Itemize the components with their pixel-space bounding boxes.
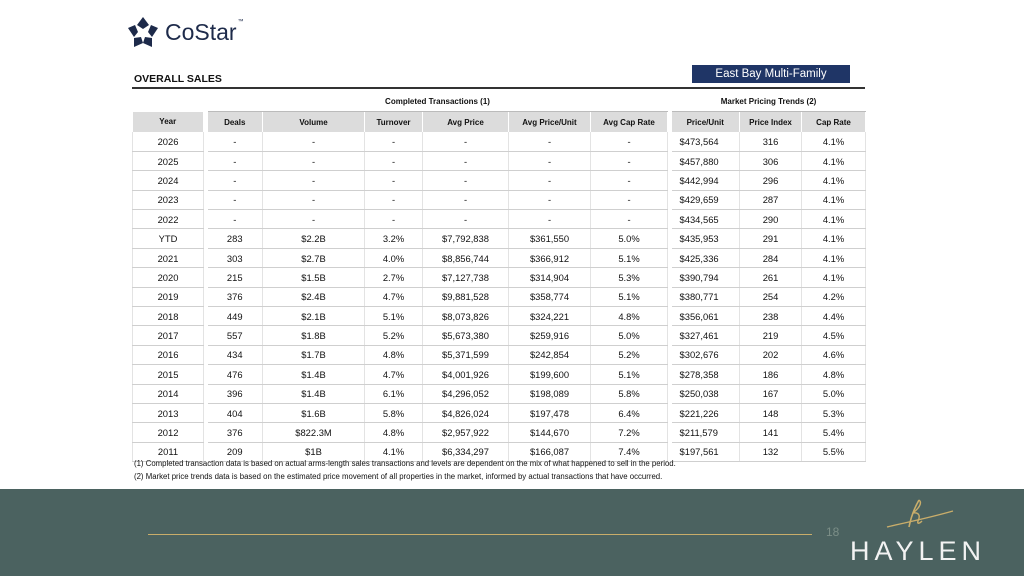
footnote: (2) Market price trends data is based on the estimated price movement of all properties in the market, informed by actual transactions that have occurred. bbox=[134, 471, 663, 481]
table-cell: $6,334,297 bbox=[423, 442, 509, 461]
table-row bbox=[133, 403, 866, 422]
table-cell: 5.4% bbox=[802, 423, 866, 442]
brand-name: HAYLEN bbox=[850, 536, 987, 566]
table-row bbox=[133, 307, 866, 326]
table-cell: - bbox=[208, 190, 263, 209]
table-cell: 5.0% bbox=[802, 384, 866, 403]
section-title: OVERALL SALES bbox=[134, 73, 222, 85]
table-cell: - bbox=[591, 132, 668, 151]
table-cell: $4,296,052 bbox=[423, 384, 509, 403]
table-cell: 5.5% bbox=[802, 442, 866, 461]
table-row bbox=[133, 365, 866, 384]
column-header: Avg Price bbox=[423, 112, 509, 133]
table-cell: 4.1% bbox=[802, 268, 866, 287]
column-header: Avg Cap Rate bbox=[591, 112, 668, 133]
table-cell: 303 bbox=[208, 248, 263, 267]
table-cell: $2.2B bbox=[263, 229, 365, 248]
table-cell: 7.2% bbox=[591, 423, 668, 442]
table-cell: - bbox=[509, 190, 591, 209]
table-cell: $221,226 bbox=[672, 403, 740, 422]
footnote: (1) Completed transaction data is based on actual arms-length sales transactions and levels are dependent on the mix of what happened to sell in the period. bbox=[134, 459, 676, 468]
table-row bbox=[133, 210, 866, 229]
column-header: Cap Rate bbox=[802, 112, 866, 133]
table-cell: 376 bbox=[208, 423, 263, 442]
table-cell: $457,880 bbox=[672, 151, 740, 170]
table-cell: $429,659 bbox=[672, 190, 740, 209]
table-cell: $5,371,599 bbox=[423, 345, 509, 364]
table-cell: 2012 bbox=[133, 423, 204, 442]
table-row bbox=[133, 326, 866, 345]
table-cell: 7.4% bbox=[591, 442, 668, 461]
table-cell: $1.8B bbox=[263, 326, 365, 345]
table-cell: 5.8% bbox=[591, 384, 668, 403]
table-cell: - bbox=[423, 190, 509, 209]
table-cell: 4.1% bbox=[802, 171, 866, 190]
table-cell: 4.0% bbox=[365, 248, 423, 267]
table-cell: 148 bbox=[740, 403, 802, 422]
table-cell: 2015 bbox=[133, 365, 204, 384]
table-cell: 2020 bbox=[133, 268, 204, 287]
table-cell: $1.5B bbox=[263, 268, 365, 287]
group-header-row bbox=[133, 92, 866, 112]
logo-wordmark: CoStar bbox=[165, 18, 237, 45]
table-row bbox=[133, 248, 866, 267]
table-cell: 167 bbox=[740, 384, 802, 403]
footer-divider bbox=[148, 534, 812, 535]
table-cell: 2022 bbox=[133, 210, 204, 229]
group-header-market: Market Pricing Trends (2) bbox=[672, 92, 866, 112]
table-cell: 4.5% bbox=[802, 326, 866, 345]
table-row bbox=[133, 345, 866, 364]
table-cell: $1.4B bbox=[263, 384, 365, 403]
table-cell: $211,579 bbox=[672, 423, 740, 442]
table-cell: - bbox=[423, 210, 509, 229]
sales-table-body bbox=[133, 132, 866, 462]
table-cell: $327,461 bbox=[672, 326, 740, 345]
table-cell: $2,957,922 bbox=[423, 423, 509, 442]
table-cell: 4.1% bbox=[802, 190, 866, 209]
table-cell: 2016 bbox=[133, 345, 204, 364]
table-cell: 141 bbox=[740, 423, 802, 442]
table-cell: - bbox=[365, 210, 423, 229]
table-cell: - bbox=[591, 190, 668, 209]
table-row bbox=[133, 384, 866, 403]
table-cell: 2023 bbox=[133, 190, 204, 209]
table-cell: 376 bbox=[208, 287, 263, 306]
table-cell: 4.8% bbox=[802, 365, 866, 384]
footer-band bbox=[0, 489, 1024, 576]
table-cell: 4.7% bbox=[365, 365, 423, 384]
table-cell: 219 bbox=[740, 326, 802, 345]
table-cell: 2017 bbox=[133, 326, 204, 345]
table-cell: 5.1% bbox=[365, 307, 423, 326]
table-cell: 215 bbox=[208, 268, 263, 287]
table-cell: 3.2% bbox=[365, 229, 423, 248]
table-cell: 2024 bbox=[133, 171, 204, 190]
table-cell: $366,912 bbox=[509, 248, 591, 267]
table-cell: $197,478 bbox=[509, 403, 591, 422]
table-cell: 4.8% bbox=[365, 423, 423, 442]
table-cell: $8,856,744 bbox=[423, 248, 509, 267]
table-cell: 4.2% bbox=[802, 287, 866, 306]
table-cell: - bbox=[509, 210, 591, 229]
logo-trademark: ™ bbox=[237, 19, 244, 25]
table-cell: $4,826,024 bbox=[423, 403, 509, 422]
table-cell: 5.2% bbox=[591, 345, 668, 364]
table-cell: $278,358 bbox=[672, 365, 740, 384]
table-cell: 6.1% bbox=[365, 384, 423, 403]
table-cell: - bbox=[509, 171, 591, 190]
table-cell: - bbox=[263, 171, 365, 190]
table-cell: $1.4B bbox=[263, 365, 365, 384]
table-cell: $358,774 bbox=[509, 287, 591, 306]
table-cell: 4.1% bbox=[365, 442, 423, 461]
table-cell: 4.1% bbox=[802, 229, 866, 248]
table-cell: $198,089 bbox=[509, 384, 591, 403]
table-cell: 2018 bbox=[133, 307, 204, 326]
table-cell: $242,854 bbox=[509, 345, 591, 364]
table-cell: 5.3% bbox=[591, 268, 668, 287]
table-cell: $7,127,738 bbox=[423, 268, 509, 287]
table-cell: 4.1% bbox=[802, 132, 866, 151]
table-cell: 287 bbox=[740, 190, 802, 209]
table-cell: $2.4B bbox=[263, 287, 365, 306]
table-cell: 291 bbox=[740, 229, 802, 248]
table-cell: $1.7B bbox=[263, 345, 365, 364]
table-cell: $1B bbox=[263, 442, 365, 461]
footnotes bbox=[134, 458, 676, 483]
table-cell: 2019 bbox=[133, 287, 204, 306]
table-cell: 283 bbox=[208, 229, 263, 248]
table-cell: 5.1% bbox=[591, 248, 668, 267]
table-cell: 2026 bbox=[133, 132, 204, 151]
table-cell: - bbox=[591, 210, 668, 229]
table-cell: - bbox=[365, 171, 423, 190]
table-cell: - bbox=[423, 151, 509, 170]
table-cell: - bbox=[263, 190, 365, 209]
table-cell: - bbox=[208, 132, 263, 151]
column-header: Turnover bbox=[365, 112, 423, 133]
table-cell: 5.2% bbox=[365, 326, 423, 345]
haylen-monogram-icon bbox=[885, 497, 955, 533]
table-cell: - bbox=[263, 210, 365, 229]
table-cell: 284 bbox=[740, 248, 802, 267]
table-cell: $380,771 bbox=[672, 287, 740, 306]
table-cell: $2.1B bbox=[263, 307, 365, 326]
table-cell: - bbox=[263, 151, 365, 170]
costar-star-icon bbox=[127, 16, 159, 48]
table-cell: 396 bbox=[208, 384, 263, 403]
table-cell: 4.8% bbox=[591, 307, 668, 326]
table-cell: 132 bbox=[740, 442, 802, 461]
table-cell: $9,881,528 bbox=[423, 287, 509, 306]
table-cell: 5.1% bbox=[591, 365, 668, 384]
table-cell: - bbox=[591, 171, 668, 190]
table-cell: $314,904 bbox=[509, 268, 591, 287]
table-cell: 5.0% bbox=[591, 326, 668, 345]
table-cell: 296 bbox=[740, 171, 802, 190]
table-cell: $7,792,838 bbox=[423, 229, 509, 248]
market-badge: East Bay Multi-Family bbox=[692, 65, 850, 83]
table-row bbox=[133, 287, 866, 306]
column-header: Avg Price/Unit bbox=[509, 112, 591, 133]
table-cell: $250,038 bbox=[672, 384, 740, 403]
table-cell: - bbox=[365, 190, 423, 209]
table-cell: - bbox=[591, 151, 668, 170]
table-cell: 202 bbox=[740, 345, 802, 364]
table-cell: 2011 bbox=[133, 442, 204, 461]
table-cell: $425,336 bbox=[672, 248, 740, 267]
table-cell: 306 bbox=[740, 151, 802, 170]
table-cell: - bbox=[263, 132, 365, 151]
table-cell: $166,087 bbox=[509, 442, 591, 461]
table-cell: 4.1% bbox=[802, 151, 866, 170]
table-cell: 6.4% bbox=[591, 403, 668, 422]
table-cell: - bbox=[423, 132, 509, 151]
table-cell: 557 bbox=[208, 326, 263, 345]
table-row bbox=[133, 268, 866, 287]
table-cell: $197,561 bbox=[672, 442, 740, 461]
table-cell: 2014 bbox=[133, 384, 204, 403]
table-cell: $5,673,380 bbox=[423, 326, 509, 345]
table-cell: 5.1% bbox=[591, 287, 668, 306]
table-cell: $324,221 bbox=[509, 307, 591, 326]
table-cell: 186 bbox=[740, 365, 802, 384]
table-cell: $2.7B bbox=[263, 248, 365, 267]
table-cell: 4.4% bbox=[802, 307, 866, 326]
table-cell: 404 bbox=[208, 403, 263, 422]
table-cell: - bbox=[208, 151, 263, 170]
table-cell: 449 bbox=[208, 307, 263, 326]
table-cell: 4.6% bbox=[802, 345, 866, 364]
table-row bbox=[133, 151, 866, 170]
table-cell: $822.3M bbox=[263, 423, 365, 442]
table-cell: 4.1% bbox=[802, 210, 866, 229]
column-header: Price/Unit bbox=[672, 112, 740, 133]
table-cell: 2025 bbox=[133, 151, 204, 170]
column-header: Volume bbox=[263, 112, 365, 133]
table-row bbox=[133, 190, 866, 209]
table-cell: 2013 bbox=[133, 403, 204, 422]
table-cell: 254 bbox=[740, 287, 802, 306]
table-cell: 238 bbox=[740, 307, 802, 326]
sales-table bbox=[132, 92, 866, 462]
table-cell: $361,550 bbox=[509, 229, 591, 248]
table-cell: 5.3% bbox=[802, 403, 866, 422]
table-cell: $8,073,826 bbox=[423, 307, 509, 326]
table-cell: 2021 bbox=[133, 248, 204, 267]
table-cell: $473,564 bbox=[672, 132, 740, 151]
table-cell: 2.7% bbox=[365, 268, 423, 287]
table-cell: $442,994 bbox=[672, 171, 740, 190]
table-cell: 5.8% bbox=[365, 403, 423, 422]
table-cell: - bbox=[208, 171, 263, 190]
table-row bbox=[133, 132, 866, 151]
table-cell: $390,794 bbox=[672, 268, 740, 287]
table-cell: $435,953 bbox=[672, 229, 740, 248]
table-cell: 476 bbox=[208, 365, 263, 384]
table-cell: 4.8% bbox=[365, 345, 423, 364]
table-row bbox=[133, 229, 866, 248]
table-cell: 209 bbox=[208, 442, 263, 461]
table-cell: 434 bbox=[208, 345, 263, 364]
table-cell: - bbox=[423, 171, 509, 190]
table-cell: 4.7% bbox=[365, 287, 423, 306]
table-cell: $434,565 bbox=[672, 210, 740, 229]
costar-logo bbox=[127, 16, 244, 48]
table-cell: 5.0% bbox=[591, 229, 668, 248]
table-cell: $356,061 bbox=[672, 307, 740, 326]
table-cell: - bbox=[365, 132, 423, 151]
table-cell: 261 bbox=[740, 268, 802, 287]
table-cell: 290 bbox=[740, 210, 802, 229]
title-divider bbox=[132, 87, 865, 89]
table-cell: - bbox=[208, 210, 263, 229]
table-cell: $199,600 bbox=[509, 365, 591, 384]
table-cell: $259,916 bbox=[509, 326, 591, 345]
table-row bbox=[133, 171, 866, 190]
table-cell: - bbox=[365, 151, 423, 170]
table-cell: 316 bbox=[740, 132, 802, 151]
column-header: Year bbox=[133, 112, 204, 133]
table-cell: YTD bbox=[133, 229, 204, 248]
page-number: 18 bbox=[826, 525, 840, 539]
table-cell: $144,670 bbox=[509, 423, 591, 442]
table-row bbox=[133, 423, 866, 442]
table-cell: $302,676 bbox=[672, 345, 740, 364]
column-header: Deals bbox=[208, 112, 263, 133]
table-cell: $4,001,926 bbox=[423, 365, 509, 384]
column-header: Price Index bbox=[740, 112, 802, 133]
column-header-row bbox=[133, 112, 866, 133]
group-header-completed: Completed Transactions (1) bbox=[208, 92, 668, 112]
table-cell: - bbox=[509, 151, 591, 170]
table-cell: $1.6B bbox=[263, 403, 365, 422]
table-cell: - bbox=[509, 132, 591, 151]
table-cell: 4.1% bbox=[802, 248, 866, 267]
